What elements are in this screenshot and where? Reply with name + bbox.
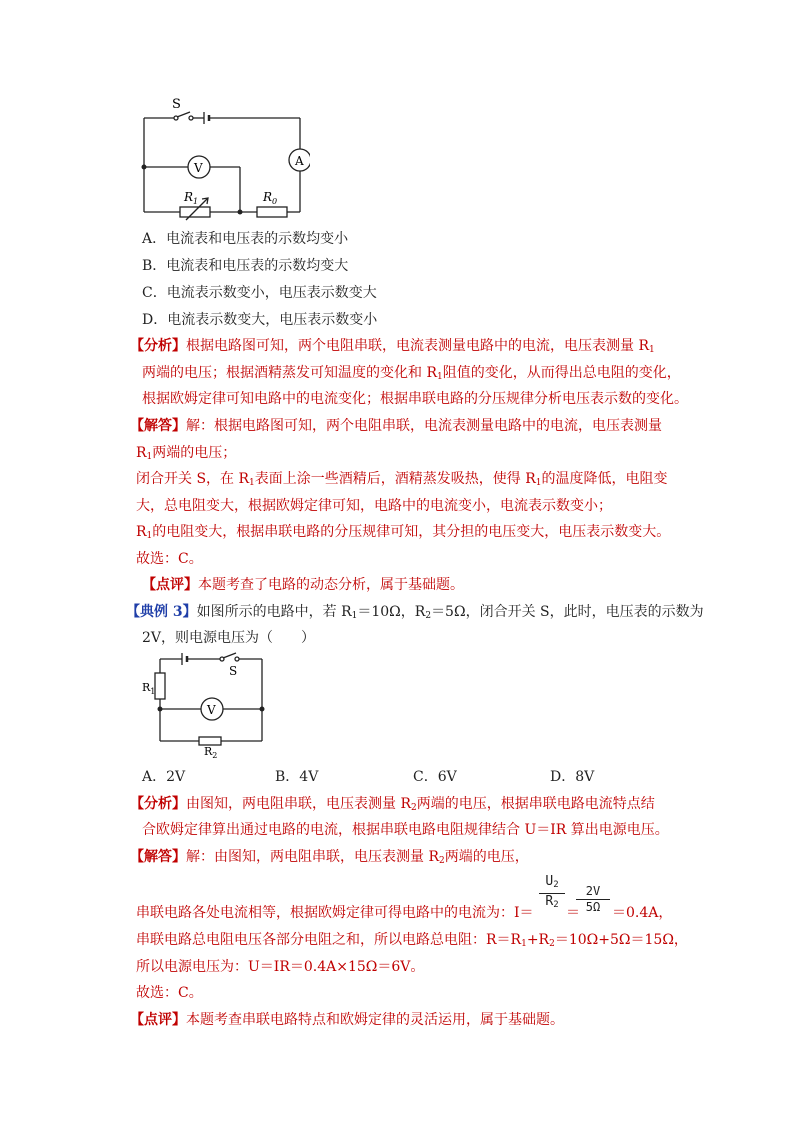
q3-answer-line-4: 所以电源电压为：U＝IR＝0.4A×15Ω＝6V。 [136,959,425,975]
r1-label: $R_1$ [142,681,156,696]
q2-option-d: D．电流表示数变大，电压表示数变小 [142,312,378,328]
q3-answer-line-1: 【解答】解：由图知，两电阻串联，电压表测量 $R_2$两端的电压， [130,849,529,866]
fraction-denominator: $R_2$ [545,894,559,910]
circuit-diagram-1 [130,90,310,225]
voltmeter-label: V [194,161,203,175]
q3-option-b: B．4V [275,769,319,785]
q3-comment: 【点评】本题考查串联电路特点和欧姆定律的灵活运用，属于基础题。 [130,1012,564,1028]
circuit-diagram-2 [136,645,276,760]
q3-choice: 故选：C。 [136,985,203,1001]
switch-label: S [229,664,238,678]
voltmeter-label: V [207,703,216,717]
q2-answer-line-3: 闭合开关 S，在 $R_1$表面上涂一些酒精后，酒精蒸发吸热，使得 $R_1$的温度降低，电阻变 [136,471,668,488]
q2-answer-line-5: $R_1$的电阻变大，根据串联电路的分压规律可知，其分担的电压变大，电压表示数变大。 [136,524,671,541]
r2-label: $R_2$ [204,745,218,760]
q2-analysis-line-3: 根据欧姆定律可知电路中的电流变化；根据串联电路的分压规律分析电压表示数的变化。 [142,391,688,407]
r1-label: $R_1$ [184,190,199,206]
q3-analysis-line-1: 【分析】由图知，两电阻串联，电压表测量 $R_2$两端的电压，根据串联电路电流特点结 [130,796,655,813]
fraction-numerator: $U_2$ [539,874,565,894]
q3-answer-line-2-result: ＝0.4A， [612,905,673,921]
q3-stem-line-2: 2V，则电源电压为（ ） [142,630,316,646]
q2-option-a: A．电流表和电压表的示数均变小 [142,231,349,247]
q3-answer-line-3: 串联电路总电阻电压各部分电阻之和，所以电路总电阻：$R=R_1+R_2=10\Omega+5\Omega=15\Omega$， [136,932,688,949]
fraction-2v-over-5ohm [576,884,610,915]
ammeter-label: A [295,154,304,168]
q2-answer-line-1: 【解答】解：根据电路图可知，两个电阻串联，电流表测量电路中的电流，电压表测量 [130,418,662,434]
q3-analysis-line-2: 合欧姆定律算出通过电路的电流，根据串联电路电阻规律结合 U＝IR 算出电源电压。 [142,822,669,838]
q2-option-c: C．电流表示数变小，电压表示数变大 [142,285,377,301]
fraction-numerator: 2V [576,884,610,900]
q2-comment: 【点评】本题考查了电路的动态分析，属于基础题。 [142,577,464,593]
q2-choice: 故选：C。 [136,551,203,567]
q3-answer-line-2-eq: ＝ [566,905,580,921]
q3-answer-line-2: 串联电路各处电流相等，根据欧姆定律可得电路中的电流为：I＝ [136,905,534,921]
switch-label: S [172,97,181,112]
q3-option-a: A．2V [142,769,186,785]
q2-answer-line-4: 大，总电阻变大，根据欧姆定律可知，电路中的电流变小，电流表示数变小； [136,498,612,514]
q2-analysis-line-2: 两端的电压；根据酒精蒸发可知温度的变化和 $R_1$阻值的变化，从而得出总电阻的变化， [142,365,681,382]
r0-label: $R_0$ [263,190,278,206]
q2-option-b: B．电流表和电压表的示数均变大 [142,258,349,274]
q3-option-c: C．6V [413,769,457,785]
q2-answer-line-2: $R_1$两端的电压； [136,445,237,462]
q3-stem-line-1: 【典例 3】如图所示的电路中，若 $R_1=10\Omega$，$R_2=5\Omega$，闭合开关 S，此时，电压表的示数为 [126,604,704,621]
q2-analysis-line-1: 【分析】根据电路图可知，两个电阻串联，电流表测量电路中的电流，电压表测量 $R_1$ [130,338,655,355]
fraction-denominator: 5Ω [585,900,601,914]
fraction-u2-over-r2 [539,874,565,913]
q3-option-d: D．8V [550,769,595,785]
